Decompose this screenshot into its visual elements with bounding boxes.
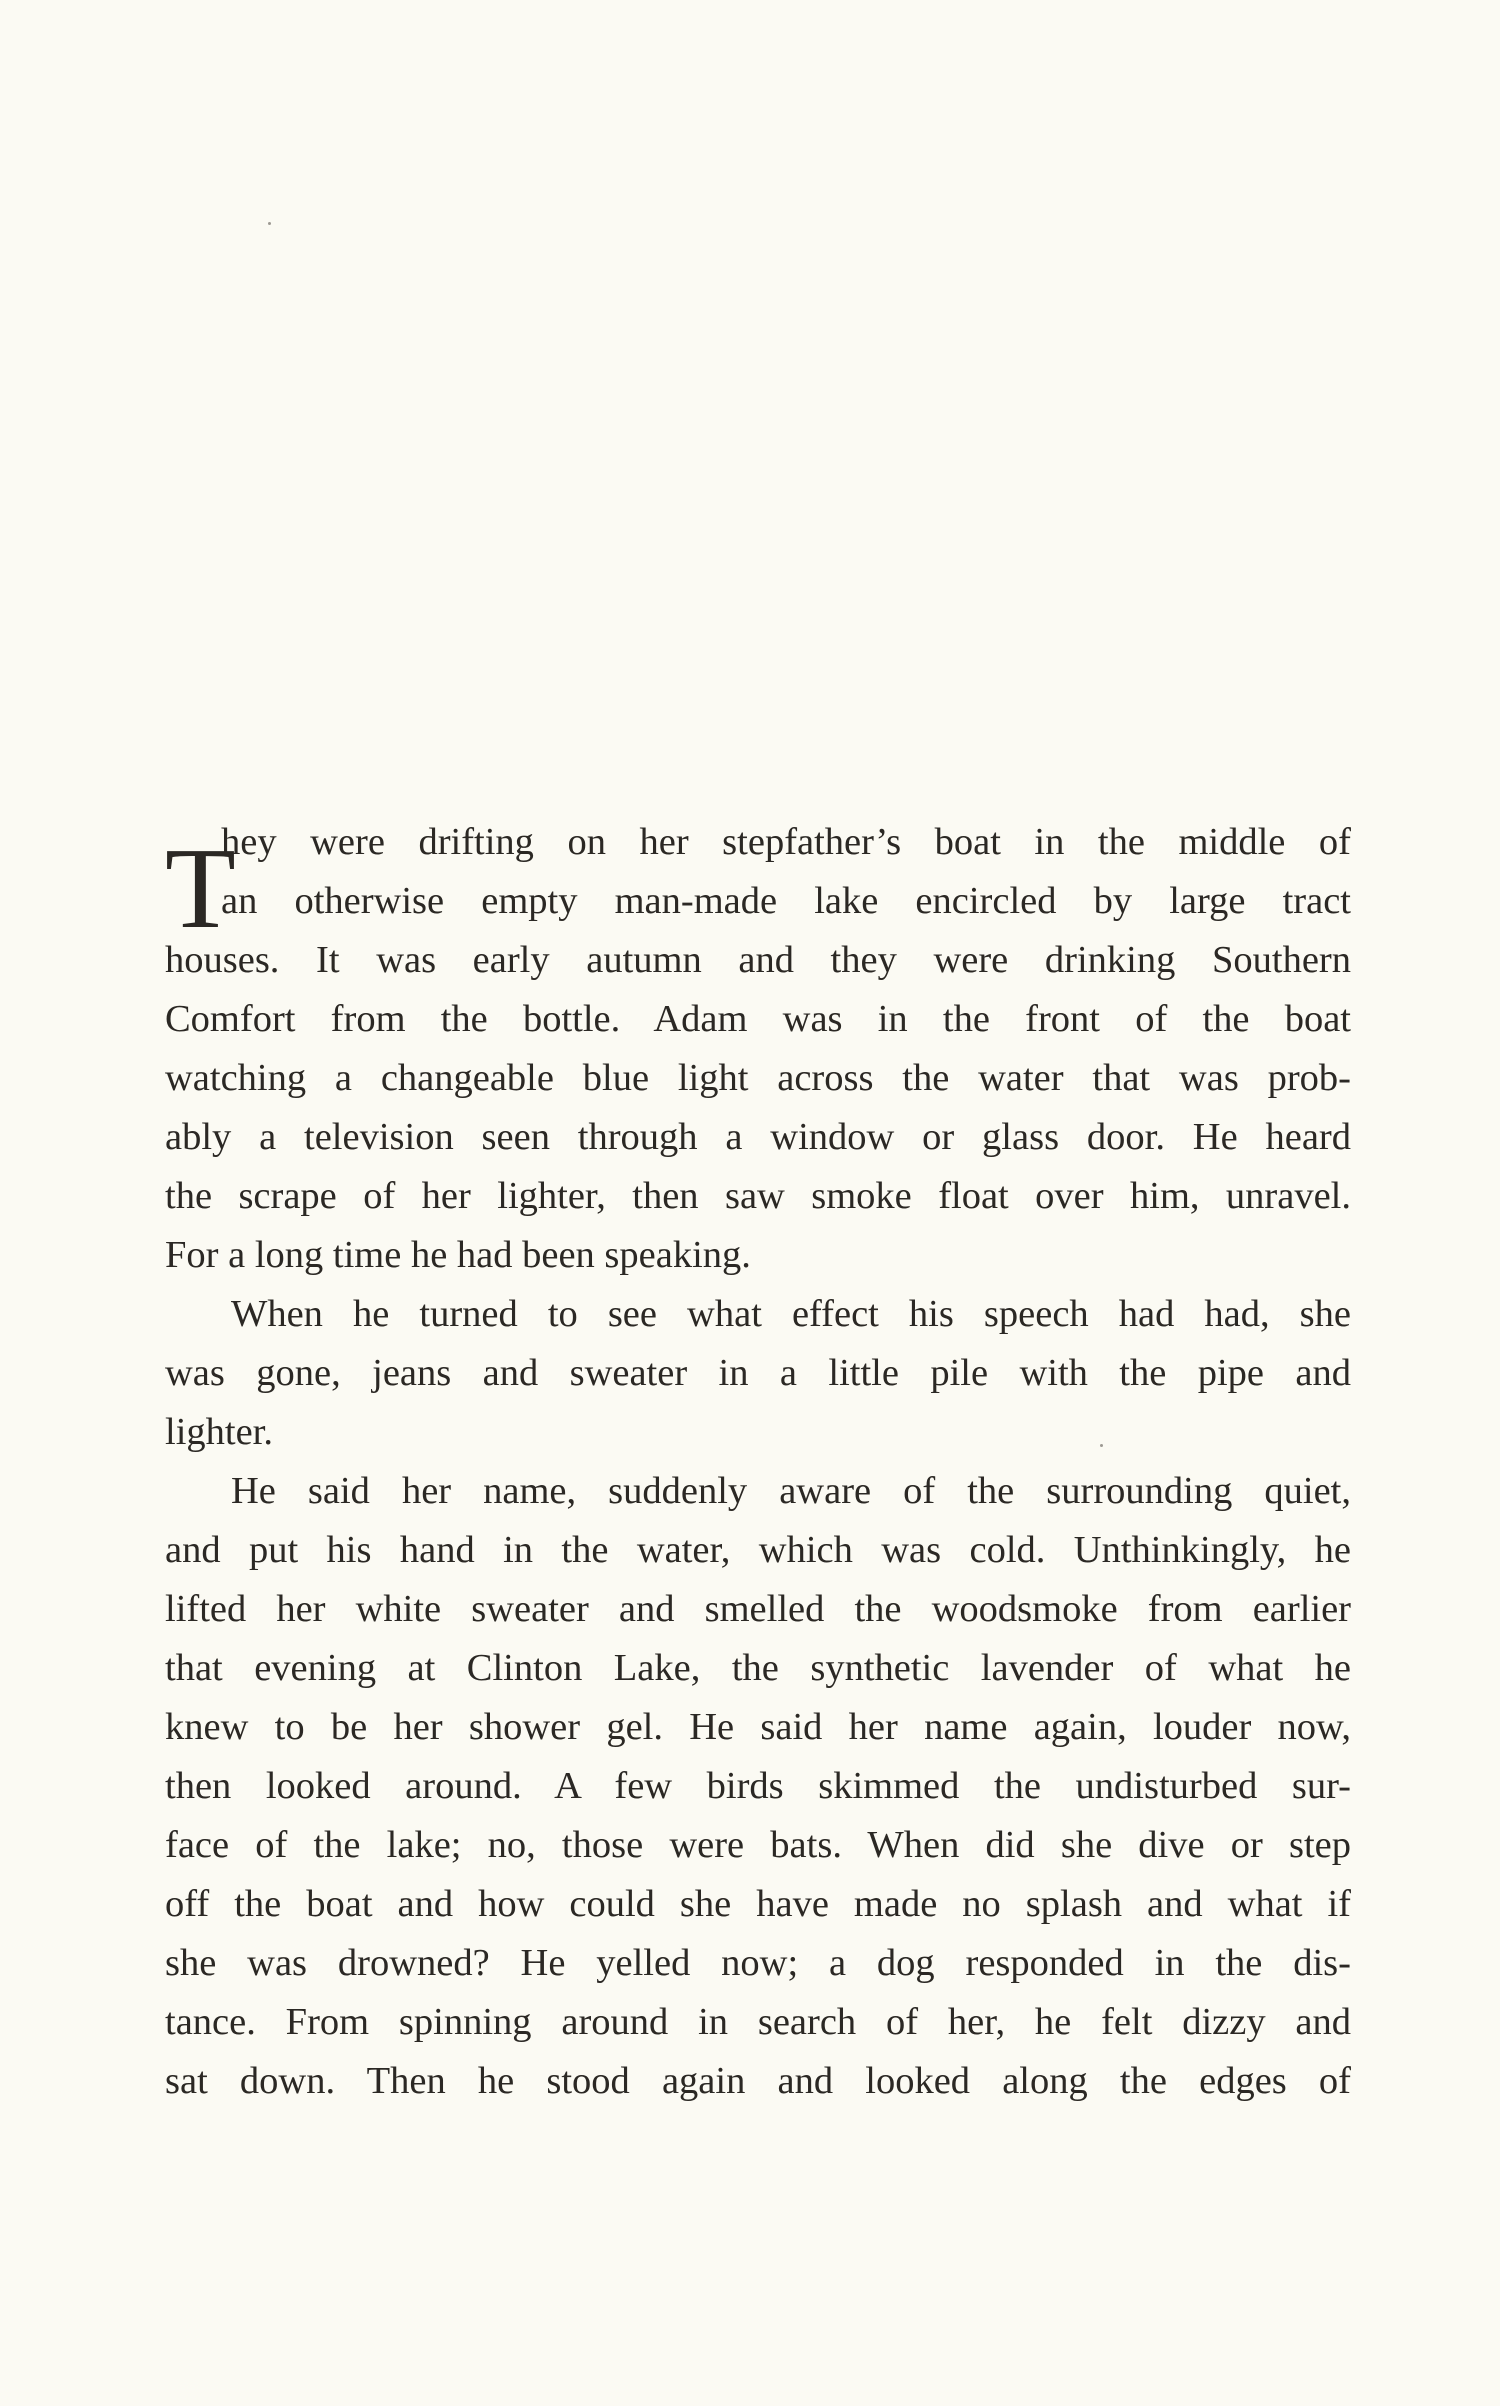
text-line: Comfort from the bottle. Adam was in the front of the boat <box>165 998 1351 1040</box>
text-line: lighter. <box>165 1411 273 1453</box>
text-line: knew to be her shower gel. He said her name again, louder now, <box>165 1706 1351 1748</box>
text-line: face of the lake; no, those were bats. When did she dive or step <box>165 1824 1351 1866</box>
chapter-text <box>165 813 1351 2111</box>
text-line: the scrape of her lighter, then saw smoke float over him, unravel. <box>165 1175 1351 1217</box>
text-line: For a long time he had been speaking. <box>165 1234 751 1276</box>
text-line: houses. It was early autumn and they were drinking Southern <box>165 939 1351 981</box>
text-line: an otherwise empty man-made lake encircled by large tract <box>221 880 1351 922</box>
text-line: watching a changeable blue light across the water that was prob- <box>165 1057 1351 1099</box>
text-line: she was drowned? He yelled now; a dog responded in the dis- <box>165 1942 1351 1984</box>
paragraph-1-continued <box>165 931 1351 1285</box>
text-line: When he turned to see what effect his speech had had, she <box>231 1293 1351 1335</box>
paper-speck <box>1100 1444 1103 1447</box>
paper-speck <box>268 222 271 225</box>
text-line: lifted her white sweater and smelled the woodsmoke from earlier <box>165 1588 1351 1630</box>
text-line: then looked around. A few birds skimmed the undisturbed sur- <box>165 1765 1351 1807</box>
text-line: sat down. Then he stood again and looked along the edges of <box>165 2060 1351 2102</box>
paragraph-1 <box>165 813 1351 931</box>
text-line: hey were drifting on her stepfather’s boat in the middle of <box>221 821 1351 863</box>
text-line: that evening at Clinton Lake, the synthetic lavender of what he <box>165 1647 1351 1689</box>
text-line: was gone, jeans and sweater in a little pile with the pipe and <box>165 1352 1351 1394</box>
text-line: off the boat and how could she have made no splash and what if <box>165 1883 1351 1925</box>
text-line: He said her name, suddenly aware of the surrounding quiet, <box>231 1470 1351 1512</box>
text-line: and put his hand in the water, which was cold. Unthinkingly, he <box>165 1529 1351 1571</box>
text-line: ably a television seen through a window or glass door. He heard <box>165 1116 1351 1158</box>
text-line: tance. From spinning around in search of her, he felt dizzy and <box>165 2001 1351 2043</box>
drop-cap: T <box>165 825 236 953</box>
paragraph-3 <box>165 1462 1351 2111</box>
paragraph-2 <box>165 1285 1351 1462</box>
